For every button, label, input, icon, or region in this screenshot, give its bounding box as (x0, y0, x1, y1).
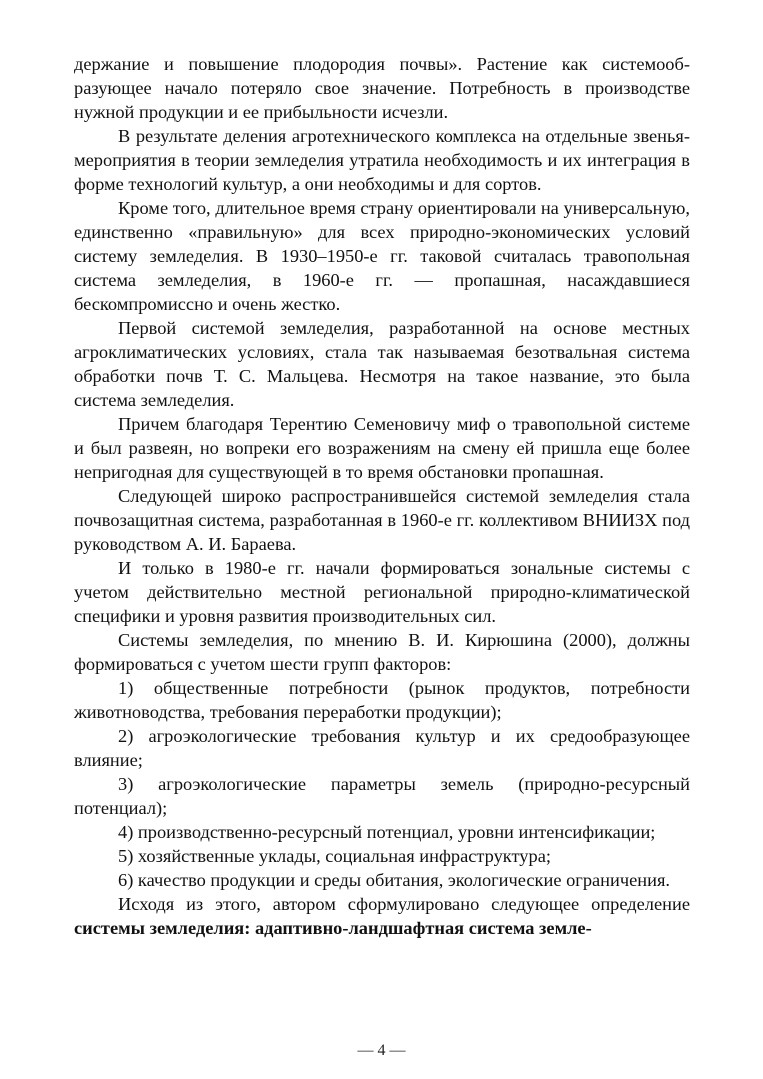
paragraph: И только в 1980-е гг. начали формироваться зональные системы с учетом действительно местной региональной природно-климатической специфики и уровня развития производительных сил. (74, 558, 690, 626)
paragraph-definition (74, 892, 690, 940)
paragraph: Следующей широко распространившейся системой земледелия стала почвозащитная система, разработанная в 1960-е гг. коллективом ВНИИЗХ под руководством А. И. Бараева. (74, 486, 690, 554)
paragraph: Системы земледелия, по мнению В. И. Кирюшина (2000), должны формироваться с учетом шести групп факторов: (74, 630, 690, 674)
list-item: 4) производственно-ресурсный потенциал, уровни интенсификации; (118, 822, 656, 842)
paragraph: Причем благодаря Терентию Семеновичу миф о травопольной системе и был развеян, но вопреки его возражениям на смену ей пришла еще более непригодная для существующей в то время обстановки пропашная. (74, 414, 690, 482)
paragraph: Кроме того, длительное время страну ориентировали на универсальную, единственно «правильную» для всех природно-экономических условий систему земледелия. В 1930–1950-е гг. таковой считалась травопольная система земледелия, в 1960-е гг. — пропашная, насаждавшиеся бескомпромиссно и очень жестко. (74, 198, 690, 314)
paragraph: Первой системой земледелия, разработанной на основе местных агроклиматических условиях, стала так называемая безотвальная система обработки почв Т. С. Мальцева. Несмотря на такое название, это была система земледелия. (74, 318, 690, 410)
paragraph: В результате деления агротехнического комплекса на отдельные звенья-мероприятия в теории земледелия утратила необходимость и их интеграция в форме технологий культур, а они необходимы и для сортов. (74, 126, 690, 194)
page-number: — 4 — (357, 1042, 406, 1059)
list-item: 1) общественные потребности (рынок продуктов, потребности животноводства, требования переработки продукции); (74, 678, 690, 722)
list-item: 6) качество продукции и среды обитания, экологические ограничения. (118, 870, 671, 890)
list-item: 2) агроэкологические требования культур и их средообразующее влияние; (74, 726, 690, 770)
page-body (74, 52, 690, 940)
paragraph-continuation: держание и повышение плодородия почвы». Растение как системообразующее начало потеряло свое значение. Потребность в производстве нужной продукции и ее прибыльности исчезли. (74, 54, 690, 122)
definition-lead-text: Исходя из этого, автором сформулировано следующее определение (118, 894, 690, 914)
definition-term: системы земледелия: адаптивно-ландшафтная система земле- (74, 918, 592, 938)
list-item: 5) хозяйственные уклады, социальная инфраструктура; (118, 846, 551, 866)
list-item: 3) агроэкологические параметры земель (природно-ресурсный потенциал); (74, 774, 690, 818)
